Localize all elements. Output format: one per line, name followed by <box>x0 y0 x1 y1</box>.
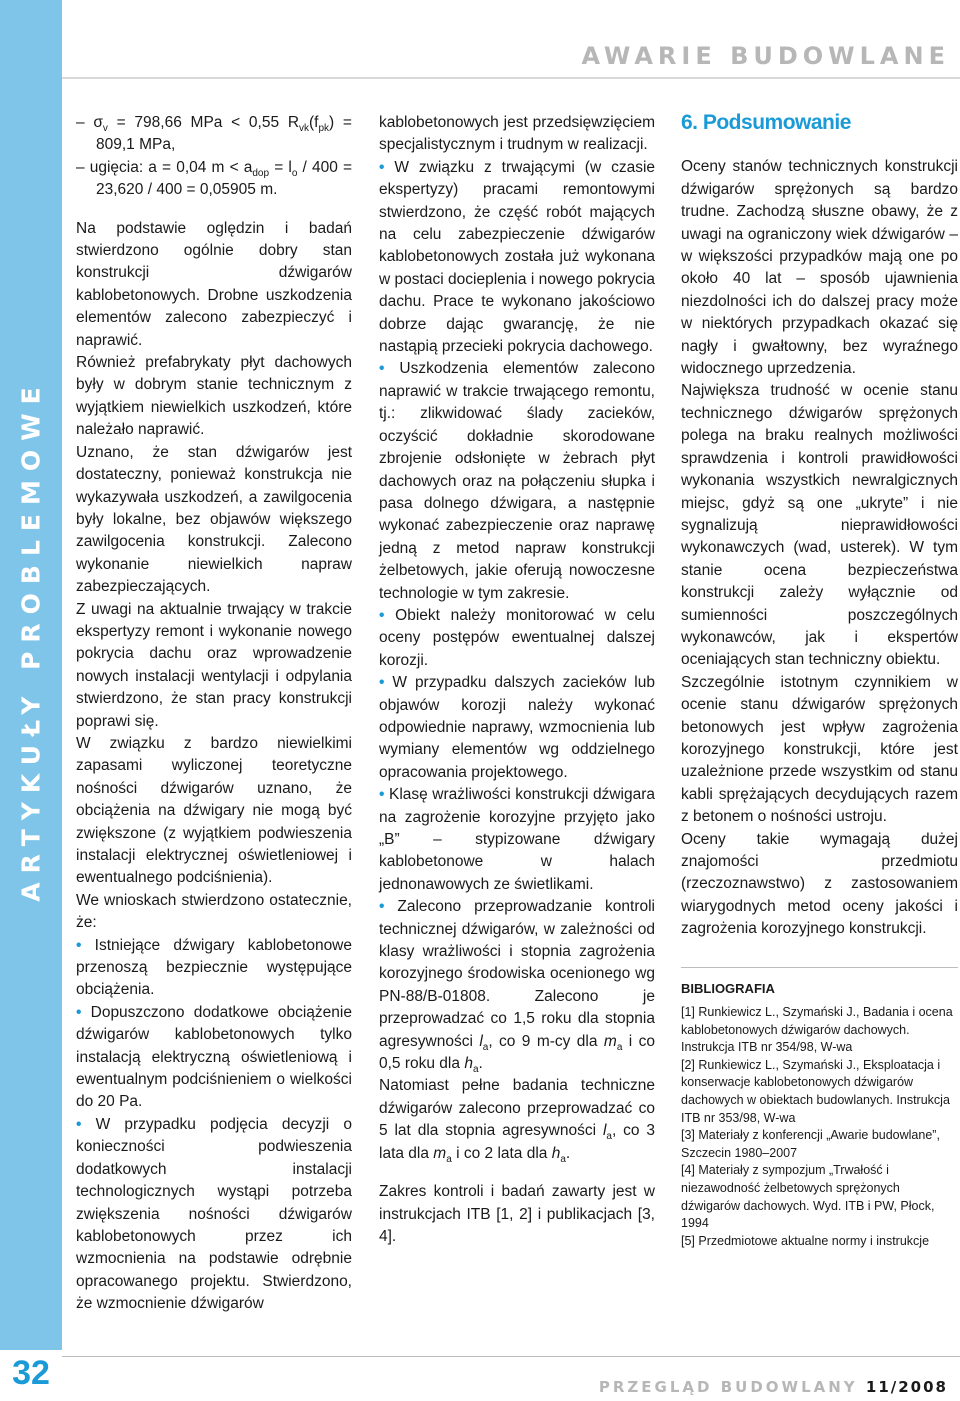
paragraph: Oceny takie wymagają dużej znajomości przedmiotu (rzeczoznawstwo) z zastosowaniem wiarygodnych metod oceny jakości i zagrożenia korozyjnego konstrukcji. <box>681 830 958 938</box>
bullet-icon: • <box>379 674 385 692</box>
column-2 <box>379 112 655 1248</box>
bullet-item: • Dopuszczono dodatkowe obciążenie dźwigarów kablobetonowych tylko instalacją elektryczną oświetleniową i ewentualnym podciśnieniem o wielkości do 20 Pa. <box>76 1003 352 1111</box>
bibliography-entry: [3] Materiały z konferencji „Awarie budowlane”, Szczecin 1980–2007 <box>681 1128 940 1160</box>
bibliography-heading: BIBLIOGRAFIA <box>681 980 775 996</box>
page-number: 32 <box>12 1354 50 1392</box>
bullet-item: • W związku z trwającymi (w czasie ekspertyzy) pracami remontowymi stwierdzono, że część robót mających na celu zabezpieczenie dźwigarów kablobetonowych została już wykonana w postaci docieplenia i nowego pokrycia dachu. Prace te wykonano jakościowo dobrze dając gwarancję, że nie nastąpią przecieki pokrycia dachowego. <box>379 158 656 356</box>
paragraph: Oceny stanów technicznych konstrukcji dźwigarów sprężonych są bardzo trudne. Zachodzą słuszne obawy, że z uwagi na ograniczony wiek dźwigarów – w większości przypadków mają one po około 40 lat – sposób ujawnienia niezdolności ich do dalszej pracy może w niektórych przypadkach okazać się nagły i gwałtowny, bez wyraźnego widocznego uprzedzenia. <box>681 158 958 378</box>
magazine-title: PRZEGLĄD BUDOWLANY <box>598 1378 866 1396</box>
bullet-icon: • <box>76 1115 82 1133</box>
header-divider <box>62 77 960 79</box>
bullet-item: • Zalecono przeprowadzanie kontroli technicznej dźwigarów, w zależności od klasy wrażliwości i stopnia zagrożenia korozyjnego środowiska ocenionego wg PN-88/B-01808. Zalecono je przeprowadzać co 1,5 roku dla stopnia agresywności $l_a$, co 9 m-cy dla $m_a$ i co 0,5 roku dla $h_a$. <box>379 898 656 1076</box>
bullet-item: • Obiekt należy monitorować w celu oceny postępów ewentualnej dalszej korozji. <box>379 606 656 669</box>
formula-stress: – $\sigma_v = 798,66$ MPa < 0,55 $R_{vk}(f_{pk}) = 809,1$ MPa, <box>76 114 352 154</box>
footer-divider <box>62 1356 960 1357</box>
paragraph: kablobetonowych jest przedsięwzięciem specjalistycznym i trudnym w realizacji. <box>379 114 655 154</box>
side-band <box>0 0 62 1350</box>
bullet-item: • Istniejące dźwigary kablobetonowe przenoszą bezpiecznie występujące obciążenia. <box>76 936 352 999</box>
bullet-item: • Uszkodzenia elementów zalecono naprawić w trakcie trwającego remontu, tj.: zlikwidować ślady zacieków, oczyścić dokładnie skorodowane zbrojenie odsłonięte w żebrach płyt dachowych oraz na połączeniu słupka i pasa dolnego dźwigara, a następnie wykonać zabezpieczenie oraz naprawę jedną z metod napraw konstrukcji żelbetowych, jakie oferują nowoczesne technologie w tym zakresie. <box>379 360 655 602</box>
paragraph: Natomiast pełne badania techniczne dźwigarów zalecono przeprowadzać co 5 lat dla stopnia agresywności $l_a$, co 3 lata dla $m_a$ i co 2 lata dla $h_a$. <box>379 1077 655 1165</box>
bullet-icon: • <box>379 606 385 624</box>
paragraph: Największa trudność w ocenie stanu technicznego dźwigarów sprężonych polega na braku realnych możliwości sprawdzenia i kontroli prawidłowości wykonania wszystkich newralgicznych miejsc, gdyż są one „ukryte” i nie sygnalizują nieprawidłowości wykonawczych (wad, usterek). W tym stanie ocena bezpieczeństwa konstrukcji zależy wyłącznie od sumienności poszczególnych wykonawców, jak i ekspertów oceniających stan techniczny obiektu. <box>681 382 958 669</box>
paragraph: We wnioskach stwierdzono ostatecznie, że: <box>76 891 352 932</box>
paragraph: Na podstawie oględzin i badań stwierdzono ogólnie dobry stan konstrukcji dźwigarów kablobetonowych. Drobne uszkodzenia elementów zalecono zabezpieczyć i naprawić. <box>76 219 352 349</box>
column-1 <box>76 112 352 1316</box>
bullet-item: • W przypadku podjęcia decyzji o konieczności podwieszenia dodatkowych instalacji technologicznych wystąpi potrzeba zwiększenia nośności dźwigarów kablobetonowych przez ich wzmocnienia na podstawie odrębnie opracowanego projektu. Stwierdzono, że wzmocnienie dźwigarów <box>76 1115 352 1313</box>
issue-number: 11/2008 <box>865 1378 948 1396</box>
magazine-footer <box>599 1378 948 1396</box>
bibliography-divider <box>681 967 958 968</box>
bullet-icon: • <box>379 360 385 378</box>
bibliography-entry: [4] Materiały z sympozjum „Trwałość i niezawodność żelbetowych sprężonych dźwigarów dachowych. Wyd. ITB i PW, Płock, 1994 <box>681 1163 935 1231</box>
bullet-icon: • <box>379 898 385 916</box>
bullet-icon: • <box>379 158 385 176</box>
paragraph: Uznano, że stan dźwigarów jest dostateczny, ponieważ konstrukcja nie wykazywała uszkodzeń, a zawilgocenia były lokalne, bez objawów większego zawilgocenia konstrukcji. Zalecono wykonanie niewielkich napraw zabezpieczających. <box>76 443 352 596</box>
paragraph: W związku z bardzo niewielkimi zapasami wyliczonej teoretyczne nośności dźwigarów uznano, że obciążenia na dźwigary nie mogą być zwiększone (z wyjątkiem podwieszenia instalacji elektrycznej oświetleniowej i ewentualnego podciśnienia). <box>76 734 352 887</box>
bibliography-entry: [1] Runkiewicz L., Szymański J., Badania i ocena kablobetonowych dźwigarów dachowych. Instrukcja ITB nr 354/98, W-wa <box>681 1005 953 1055</box>
bibliography-entry: [5] Przedmiotowe aktualne normy i instrukcje <box>681 1233 930 1248</box>
formula-deflection: – ugięcia: a = 0,04 $m < a_{dop} = l_o / 400 = 23,620 / 400 = 0,05905$ m. <box>76 158 352 199</box>
section-heading: 6. Podsumowanie <box>681 111 851 134</box>
section-title: ARTYKUŁY PROBLEMOWE <box>16 378 46 902</box>
paragraph: Zakres kontroli i badań zawarty jest w instrukcjach ITB [1, 2] i publikacjach [3, 4]. <box>379 1183 655 1245</box>
bibliography-list <box>681 1004 958 1250</box>
paragraph: Również prefabrykaty płyt dachowych były w dobrym stanie technicznym z wyjątkiem niewielkich uszkodzeń, które należało naprawić. <box>76 354 352 439</box>
column-3 <box>681 112 958 1250</box>
header-label: AWARIE BUDOWLANE <box>581 42 950 70</box>
bibliography-entry: [2] Runkiewicz L., Szymański J., Eksploatacja i konserwacje kablobetonowych dźwigarów dachowych w obiektach budowlanych. Instrukcja ITB nr 353/98, W-wa <box>681 1057 950 1125</box>
bullet-icon: • <box>76 936 82 954</box>
bullet-icon: • <box>379 786 385 804</box>
paragraph: Z uwagi na aktualnie trwający w trakcie ekspertyzy remont i wykonanie nowego pokrycia dachu oraz wprowadzenie nowych instalacji wentylacji i odpylania stwierdzono, że stan pracy konstrukcji poprawi się. <box>76 600 352 730</box>
bullet-icon: • <box>76 1003 82 1021</box>
bullet-item: • W przypadku dalszych zacieków lub objawów korozji należy wykonać odpowiednie naprawy, wzmocnienia lub wymiany elementów wg oddzielnego opracowania projektowego. <box>379 674 655 781</box>
paragraph: Szczególnie istotnym czynnikiem w ocenie stanu dźwigarów sprężonych betonowych jest wpływ zagrożenia korozyjnego konstrukcji, które jest uzależnione przede wszystkim od stanu kabli sprężających decydujących razem z betonem o nośności ustroju. <box>681 673 958 826</box>
bullet-item: • Klasę wrażliwości konstrukcji dźwigara na zagrożenie korozyjne przyjęto jako „B” – stypizowane dźwigary kablobetonowe w halach jednonawowych ze świetlikami. <box>379 786 655 893</box>
